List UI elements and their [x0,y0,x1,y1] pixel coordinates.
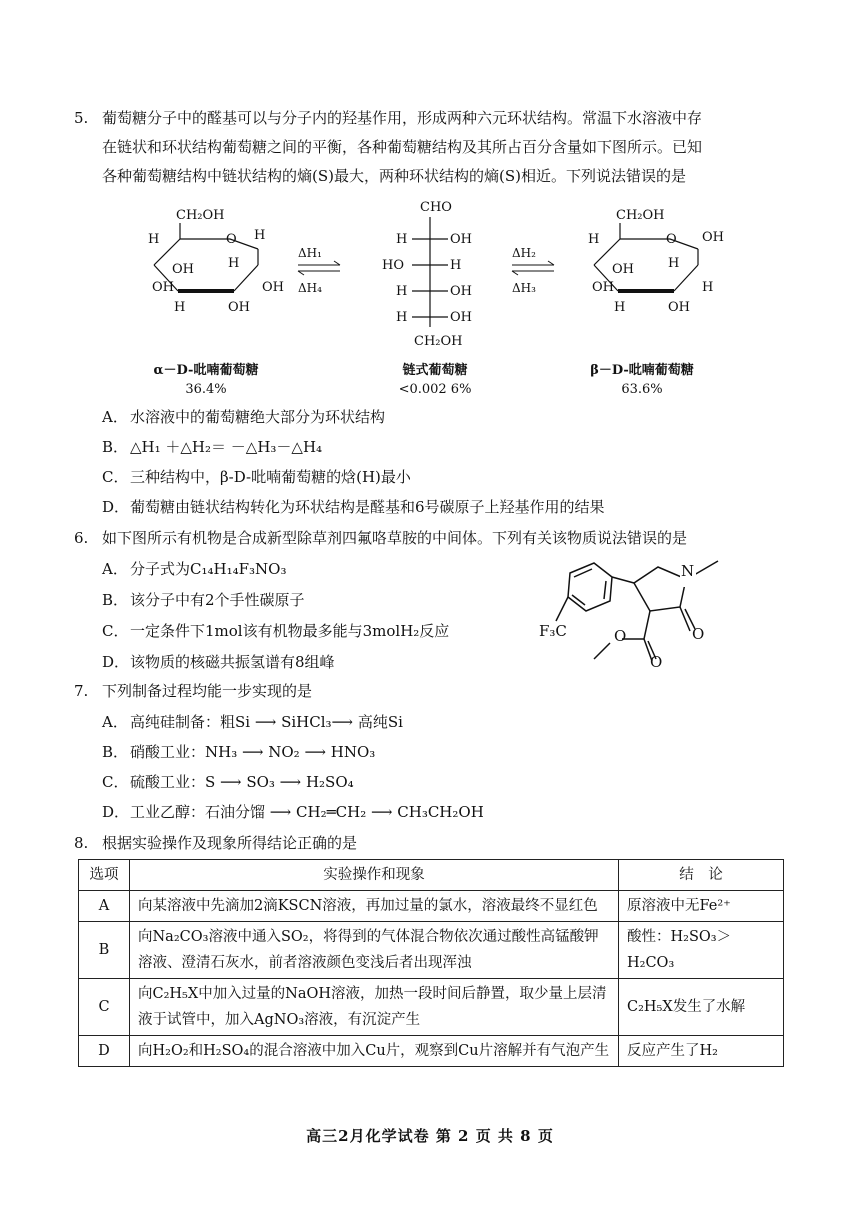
svg-text:CH₂OH: CH₂OH [176,208,225,223]
table-row [79,922,784,979]
f3c-label: F₃C [539,622,567,640]
svg-text:H: H [588,232,600,247]
chain-glucose-percent: <0.002 6% [398,382,472,397]
carbonyl-oxygen-label: O [692,625,705,643]
q7-option-b: B． 硝酸工业：NH₃ ⟶ NO₂ ⟶ HNO₃ [102,743,376,761]
chain-glucose-structure [382,200,472,349]
question-number: 5. [74,109,89,127]
svg-text:OH: OH [228,300,250,315]
header-conclusion: 结 论 [619,860,784,891]
question-number: 7. [74,682,89,700]
q5-option-a: A． 水溶液中的葡萄糖绝大部分为环状结构 [102,408,386,426]
q7-option-d: D．工业乙醇：石油分馏 ⟶ CH₂═CH₂ ⟶ CH₃CH₂OH [102,803,484,821]
svg-text:H: H [668,256,680,271]
row-conclusion: 反应产生了H₂ [619,1036,784,1067]
q6-option-b: B． 该分子中有2个手性碳原子 [102,591,305,609]
q5-option-c: C． 三种结构中，β-D-吡喃葡萄糖的焓(H)最小 [102,468,411,486]
table-row [79,891,784,922]
experiment-table [78,859,784,1067]
alpha-glucose-percent: 36.4% [185,382,227,397]
q5-option-d: D．葡萄糖由链状结构转化为环状结构是醛基和6号碳原子上羟基作用的结果 [102,498,605,516]
svg-text:OH: OH [592,280,614,295]
svg-text:OH: OH [668,300,690,315]
svg-text:HO: HO [382,258,404,273]
alpha-glucose-caption: α－D-吡喃葡萄糖 [153,363,259,378]
delta-h3-label: ΔH₃ [512,281,536,295]
q6-option-c: C． 一定条件下1mol该有机物最多能与3molH₂反应 [102,622,450,640]
stem-line: 如下图所示有机物是合成新型除草剂四氟咯草胺的中间体。下列有关该物质说法错误的是 [102,529,688,547]
q7-option-a: A． 高纯硅制备：粗Si ⟶ SiHCl₃⟶ 高纯Si [102,713,403,731]
row-conclusion: 原溶液中无Fe²⁺ [619,891,784,922]
page-footer: 高三2月化学试卷 第 2 页 共 8 页 [306,1127,554,1145]
svg-text:H: H [396,284,408,299]
stem-line: 各种葡萄糖结构中链状结构的熵(S)最大，两种环状结构的熵(S)相近。下列说法错误的是 [102,167,686,185]
table-row [79,979,784,1036]
q6-option-d: D．该物质的核磁共振氢谱有8组峰 [102,653,335,671]
row-conclusion: 酸性：H₂SO₃＞H₂CO₃ [619,922,784,979]
row-option: D [79,1036,130,1067]
alpha-glucose-structure [148,208,284,315]
stem-line: 根据实验操作及现象所得结论正确的是 [102,834,358,852]
svg-text:OH: OH [450,284,472,299]
svg-text:H: H [450,258,462,273]
svg-text:H: H [614,300,626,315]
glucose-equilibrium-figure [130,195,730,355]
row-option: A [79,891,130,922]
chain-glucose-caption: 链式葡萄糖 [402,363,468,378]
svg-text:CH₂OH: CH₂OH [616,208,665,223]
stem-line: 下列制备过程均能一步实现的是 [102,682,313,700]
row-operation: 向Na₂CO₃溶液中通入SO₂，将得到的气体混合物依次通过酸性高锰酸钾溶液、澄清石灰水，前者溶液颜色变浅后者出现浑浊 [130,922,619,979]
table-header-row [79,860,784,891]
q7-option-c: C． 硫酸工业：S ⟶ SO₃ ⟶ H₂SO₄ [102,773,354,791]
q5-option-b: B． △H₁ ＋△H₂＝ －△H₃－△H₄ [102,438,323,456]
svg-text:OH: OH [612,262,634,277]
svg-text:O: O [666,232,677,247]
svg-text:H: H [254,228,266,243]
row-conclusion: C₂H₅X发生了水解 [619,979,784,1036]
svg-text:OH: OH [172,262,194,277]
row-option: C [79,979,130,1036]
stem-line: 在链状和环状结构葡萄糖之间的平衡，各种葡萄糖结构及其所占百分含量如下图所示。已知 [102,138,703,156]
equilibrium-arrows-left [298,261,340,275]
svg-text:OH: OH [450,310,472,325]
row-operation: 向C₂H₅X中加入过量的NaOH溶液，加热一段时间后静置，取少量上层清液于试管中，加入AgNO₃溶液，有沉淀产生 [130,979,619,1036]
table-row [79,1036,784,1067]
beta-glucose-structure [588,208,724,315]
header-operation: 实验操作和现象 [130,860,619,891]
svg-text:O: O [226,232,237,247]
svg-text:OH: OH [262,280,284,295]
svg-text:H: H [174,300,186,315]
svg-text:H: H [228,256,240,271]
question-5-stem [74,104,792,191]
svg-text:H: H [396,232,408,247]
row-operation: 向H₂O₂和H₂SO₄的混合溶液中加入Cu片，观察到Cu片溶解并有气泡产生 [130,1036,619,1067]
pyrrolidinone-molecule-figure [530,555,750,685]
beta-glucose-percent: 63.6% [621,382,663,397]
row-operation: 向某溶液中先滴加2滴KSCN溶液，再加过量的氯水，溶液最终不显红色 [130,891,619,922]
svg-text:CHO: CHO [420,200,452,215]
delta-h2-label: ΔH₂ [512,246,536,260]
svg-text:CH₂OH: CH₂OH [414,334,463,349]
q6-option-a: A． 分子式为C₁₄H₁₄F₃NO₃ [102,560,287,578]
nitrogen-label: N [681,562,695,580]
ester-oxygen-label: O [614,627,627,645]
svg-text:OH: OH [702,230,724,245]
row-option: B [79,922,130,979]
svg-text:OH: OH [152,280,174,295]
question-8-stem [74,829,792,858]
svg-text:OH: OH [450,232,472,247]
svg-text:H: H [396,310,408,325]
question-number: 6. [74,529,89,547]
stem-line: 葡萄糖分子中的醛基可以与分子内的羟基作用，形成两种六元环状结构。常温下水溶液中存 [102,109,703,127]
svg-text:H: H [148,232,160,247]
header-option: 选项 [79,860,130,891]
equilibrium-arrows-right [512,261,554,275]
question-number: 8. [74,834,89,852]
beta-glucose-caption: β－D-吡喃葡萄糖 [590,363,694,378]
delta-h4-label: ΔH₄ [298,281,322,295]
svg-text:H: H [702,280,714,295]
question-7-stem [74,677,792,706]
ester-carbonyl-oxygen-label: O [650,653,663,671]
delta-h1-label: ΔH₁ [298,246,322,260]
question-6-stem [74,524,792,553]
